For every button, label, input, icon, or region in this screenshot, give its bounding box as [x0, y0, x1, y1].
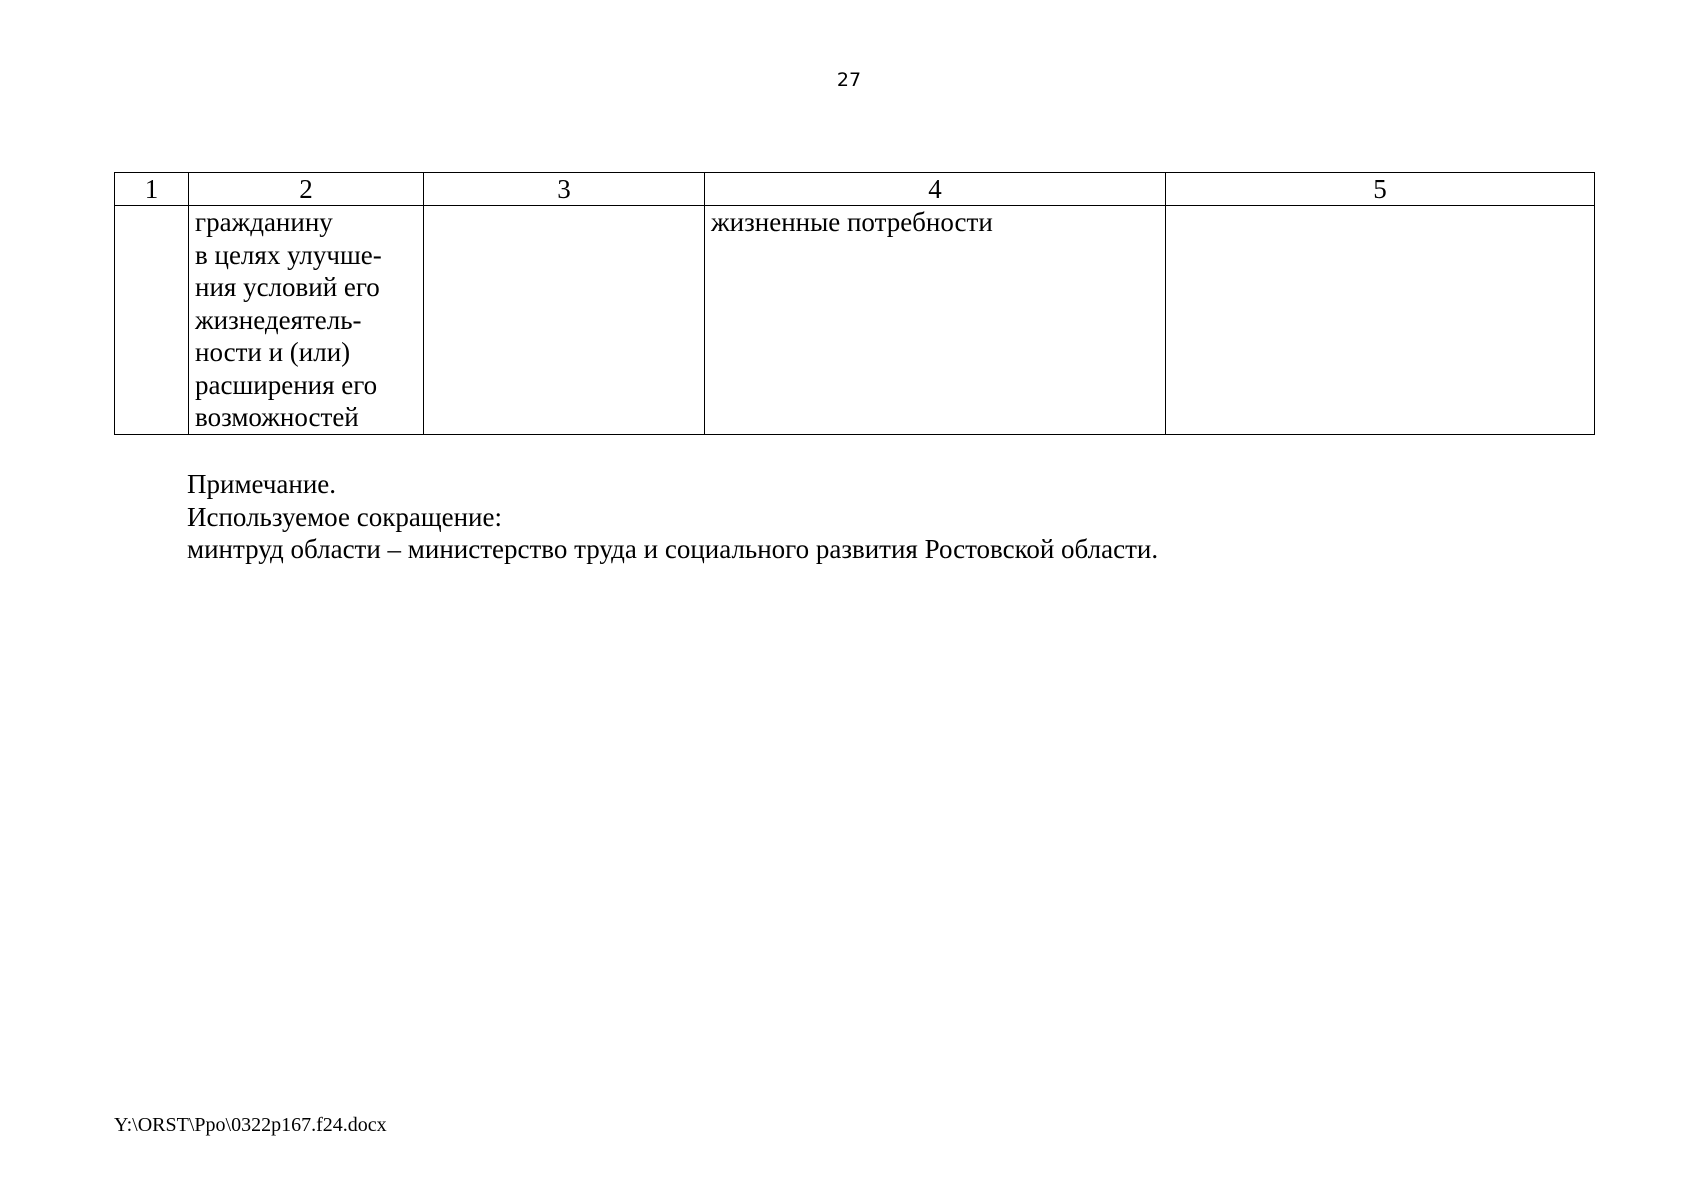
- column-header-3: 3: [424, 173, 705, 206]
- column-header-4: 4: [705, 173, 1166, 206]
- note-subtitle: Используемое сокращение:: [187, 501, 502, 532]
- table-header-row: [115, 173, 1595, 206]
- table-row: [115, 206, 1595, 435]
- cell-text-line: гражданину: [195, 207, 333, 237]
- table-cell-col3: [424, 206, 705, 435]
- table-cell-col1: [115, 206, 189, 435]
- column-header-5: 5: [1166, 173, 1595, 206]
- content-table: [114, 172, 1595, 435]
- table-cell-col4: [705, 206, 1166, 435]
- cell-text-line: расширения его: [195, 369, 378, 400]
- page-number: 27: [836, 69, 862, 91]
- table-cell-col5: [1166, 206, 1595, 435]
- cell-text-line: в целях улучше-: [195, 239, 382, 270]
- note-block: [187, 468, 1158, 566]
- column-header-2: 2: [189, 173, 424, 206]
- cell-text-line: жизненные потребности: [711, 207, 993, 237]
- column-header-1: 1: [115, 173, 189, 206]
- table-cell-col2: [189, 206, 424, 435]
- cell-text-line: ния условий его: [195, 272, 380, 302]
- cell-text-line: возможностей: [195, 402, 359, 432]
- file-path-footer: Y:\ORST\Ppo\0322p167.f24.docx: [114, 1114, 387, 1136]
- cell-text-line: ности и (или): [195, 337, 351, 367]
- note-text: минтруд области – министерство труда и социального развития Ростовской области.: [187, 534, 1159, 564]
- cell-text-line: жизнедеятель-: [195, 304, 362, 335]
- note-title: Примечание.: [187, 469, 337, 499]
